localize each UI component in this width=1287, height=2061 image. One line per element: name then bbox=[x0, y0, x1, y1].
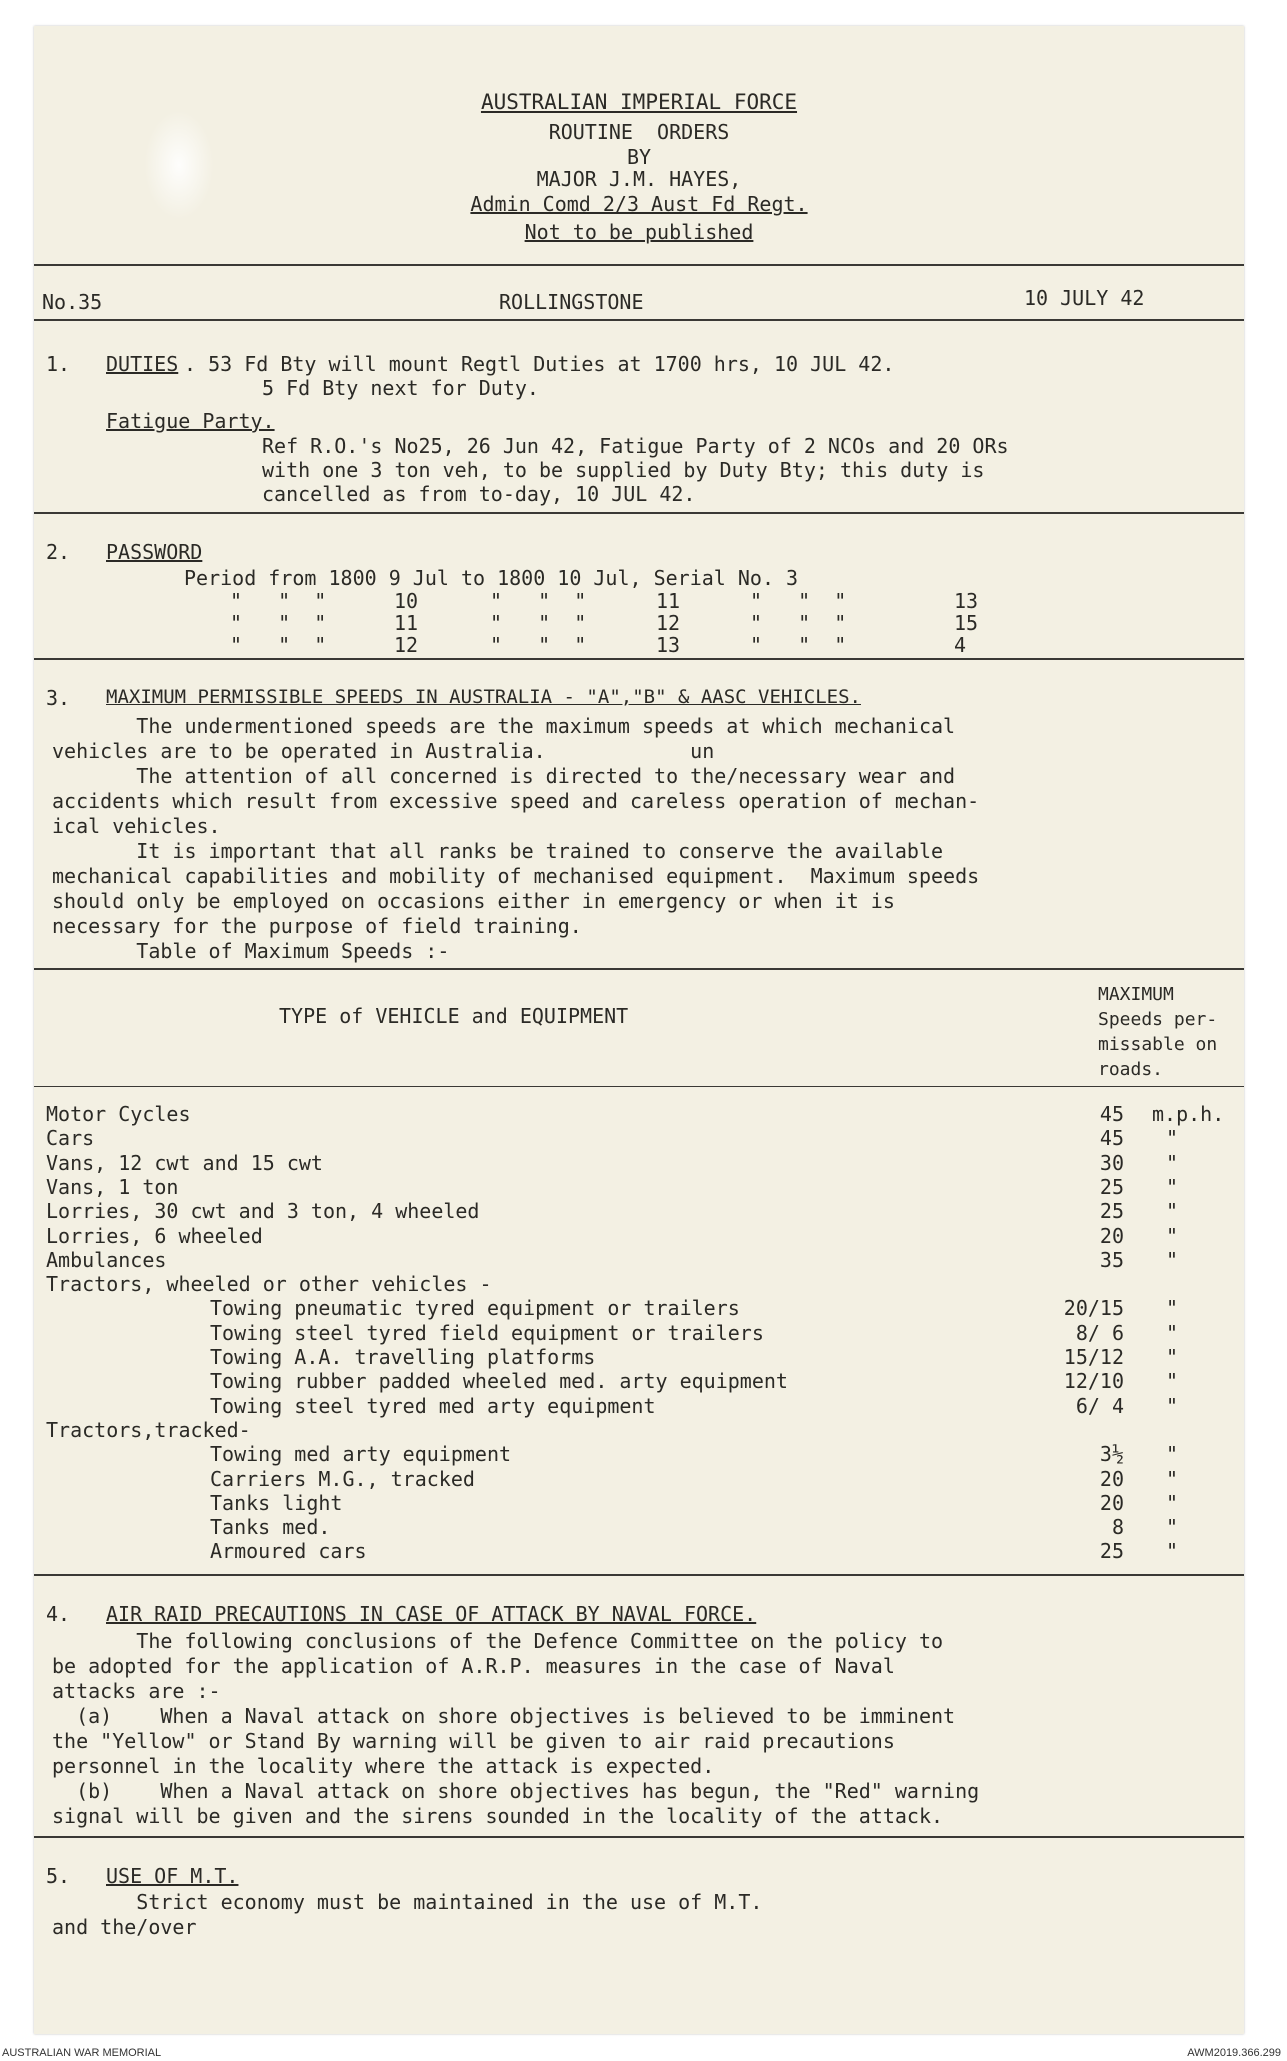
table-row bbox=[34, 1369, 1244, 1394]
table-row bbox=[34, 1394, 1244, 1419]
max-speed: 6/ 4 bbox=[1075, 1393, 1124, 1418]
max-speed: 25 bbox=[1099, 1539, 1124, 1564]
paragraph-line: mechanical capabilities and mobility of mechanised equipment. Maximum speeds bbox=[52, 864, 980, 888]
paragraph-line: ical vehicles. bbox=[52, 814, 221, 838]
speed-header-line: Speeds per- bbox=[1098, 1009, 1218, 1030]
fatigue-line: Ref R.O.'s No25, 26 Jun 42, Fatigue Party of 2 NCOs and 20 ORs bbox=[262, 434, 1009, 458]
table-row bbox=[34, 1224, 1244, 1249]
duties-line: . 53 Fd Bty will mount Regtl Duties at 1700 hrs, 10 JUL 42. bbox=[184, 352, 895, 376]
table-row bbox=[34, 1321, 1244, 1346]
table-row bbox=[34, 1442, 1244, 1467]
max-speed: 3½ bbox=[1099, 1442, 1124, 1467]
table-row bbox=[34, 1296, 1244, 1321]
rule bbox=[34, 1836, 1244, 1838]
paragraph-line: should only be employed on occasions either in emergency or when it is bbox=[52, 889, 895, 913]
ditto-mark: " bbox=[1166, 1320, 1179, 1345]
ditto-mark: " " " bbox=[230, 611, 327, 635]
section-number: 5. bbox=[46, 1864, 71, 1888]
rule bbox=[34, 1086, 1244, 1087]
ditto-mark: " bbox=[1166, 1515, 1179, 1540]
vehicle-type: Ambulances bbox=[46, 1247, 167, 1272]
table-row bbox=[34, 1491, 1244, 1516]
subsection-heading: Fatigue Party. bbox=[106, 409, 275, 433]
rule bbox=[34, 512, 1244, 514]
max-speed: 12/10 bbox=[1063, 1369, 1124, 1394]
fatigue-line: cancelled as from to-day, 10 JUL 42. bbox=[262, 482, 696, 506]
max-speed: 25 bbox=[1099, 1199, 1124, 1224]
vehicle-type: Towing steel tyred med arty equipment bbox=[210, 1393, 656, 1418]
header-officer: MAJOR J.M. HAYES, bbox=[536, 167, 742, 191]
speed-unit: m.p.h. bbox=[1152, 1102, 1225, 1126]
paragraph-line: accidents which result from excessive speed and careless operation of mechan- bbox=[52, 789, 980, 813]
rule bbox=[34, 658, 1244, 660]
ditto-mark: " " " bbox=[230, 589, 327, 613]
max-speed: 35 bbox=[1099, 1247, 1124, 1272]
vehicle-type: Lorries, 30 cwt and 3 ton, 4 wheeled bbox=[46, 1199, 480, 1224]
ditto-mark: " bbox=[1166, 1223, 1179, 1248]
document-page bbox=[34, 26, 1244, 2034]
section-heading: MAXIMUM PERMISSIBLE SPEEDS IN AUSTRALIA - "A","B" & AASC VEHICLES. bbox=[106, 686, 861, 708]
max-speed: 15/12 bbox=[1063, 1345, 1124, 1369]
paragraph-line: The undermentioned speeds are the maximum speeds at which mechanical bbox=[52, 714, 956, 738]
paragraph-line: the "Yellow" or Stand By warning will be given to air raid precautions bbox=[52, 1729, 895, 1753]
order-place: ROLLINGSTONE bbox=[499, 290, 644, 314]
table-row bbox=[34, 1126, 1244, 1151]
max-speed: 20 bbox=[1099, 1223, 1124, 1248]
paragraph-line: personnel in the locality where the attack is expected. bbox=[52, 1754, 715, 1778]
max-speed: 20 bbox=[1099, 1490, 1124, 1515]
section-number: 2. bbox=[46, 540, 71, 564]
footer-accession: AWM2019.366.299 bbox=[1187, 2047, 1281, 2059]
max-speed: 20/15 bbox=[1063, 1296, 1124, 1321]
password-from: 10 bbox=[394, 589, 419, 613]
paragraph-line: The attention of all concerned is directed to the/necessary wear and bbox=[52, 764, 956, 788]
order-number: No.35 bbox=[42, 290, 103, 314]
paragraph-line: necessary for the purpose of field training. bbox=[52, 914, 582, 938]
max-speed: 8/ 6 bbox=[1075, 1320, 1124, 1345]
ditto-mark: " bbox=[1166, 1490, 1179, 1515]
paragraph-line: vehicles are to be operated in Australia. un bbox=[52, 739, 715, 763]
password-to: 13 bbox=[656, 633, 681, 657]
paragraph-line: signal will be given and the sirens sounded in the locality of the attack. bbox=[52, 1804, 944, 1828]
max-speed: 45 bbox=[1099, 1126, 1124, 1151]
section-number: 1. bbox=[46, 352, 71, 376]
table-row bbox=[34, 1248, 1244, 1273]
fatigue-line: with one 3 ton veh, to be supplied by Duty Bty; this duty is bbox=[262, 458, 985, 482]
password-serial: 13 bbox=[954, 589, 979, 613]
speed-header-line: missable on bbox=[1098, 1034, 1218, 1055]
ditto-mark: " bbox=[1166, 1345, 1179, 1369]
vehicle-type: Tractors,tracked- bbox=[46, 1417, 251, 1442]
paragraph-line: Strict economy must be maintained in the use of M.T. bbox=[52, 1890, 763, 1914]
ditto-mark: " " " bbox=[490, 611, 587, 635]
vehicle-type: Towing A.A. travelling platforms bbox=[210, 1345, 596, 1369]
password-serial: 15 bbox=[954, 611, 979, 635]
paragraph-line: (a) When a Naval attack on shore objectives is believed to be imminent bbox=[52, 1704, 956, 1728]
vehicle-type: Armoured cars bbox=[210, 1539, 367, 1564]
max-speed: 8 bbox=[1111, 1515, 1124, 1540]
rule bbox=[34, 968, 1244, 970]
rule bbox=[34, 264, 1244, 266]
table-row bbox=[34, 1151, 1244, 1176]
header-title: ROUTINE ORDERS bbox=[548, 120, 730, 144]
vehicle-type: Carriers M.G., tracked bbox=[210, 1466, 475, 1491]
table-row bbox=[34, 1539, 1244, 1564]
header-appointment: Admin Comd 2/3 Aust Fd Regt. bbox=[470, 192, 808, 216]
ditto-mark: " " " bbox=[750, 611, 847, 635]
paragraph-line: The following conclusions of the Defence Committee on the policy to bbox=[52, 1629, 944, 1653]
paragraph-line: Table of Maximum Speeds :- bbox=[52, 939, 450, 963]
paragraph-line: attacks are :- bbox=[52, 1679, 221, 1703]
footer-credit: AUSTRALIAN WAR MEMORIAL bbox=[2, 2047, 162, 2059]
ditto-mark: " bbox=[1166, 1247, 1179, 1272]
vehicle-type: Towing pneumatic tyred equipment or trailers bbox=[210, 1296, 740, 1321]
speed-header-line: roads. bbox=[1098, 1059, 1164, 1080]
section-heading: AIR RAID PRECAUTIONS IN CASE OF ATTACK BY NAVAL FORCE. bbox=[106, 1602, 757, 1626]
table-header-vehicle: TYPE of VEHICLE and EQUIPMENT bbox=[279, 1004, 629, 1028]
table-row bbox=[34, 1515, 1244, 1540]
paragraph-line: and the/over bbox=[52, 1915, 197, 1939]
max-speed: 20 bbox=[1099, 1466, 1124, 1491]
section-heading: DUTIES bbox=[106, 352, 179, 376]
section-heading: USE OF M.T. bbox=[106, 1864, 239, 1888]
table-row bbox=[34, 1175, 1244, 1200]
max-speed: 30 bbox=[1099, 1150, 1124, 1175]
rule bbox=[34, 319, 1244, 321]
section-number: 4. bbox=[46, 1602, 71, 1626]
max-speed: 25 bbox=[1099, 1174, 1124, 1199]
max-speed: 45 bbox=[1099, 1102, 1124, 1126]
vehicle-type: Motor Cycles bbox=[46, 1102, 191, 1126]
vehicle-type: Tanks light bbox=[210, 1490, 343, 1515]
order-date: 10 JULY 42 bbox=[1024, 286, 1145, 310]
speed-header-line: MAXIMUM bbox=[1098, 984, 1174, 1005]
ditto-mark: " " " bbox=[490, 589, 587, 613]
duties-line: 5 Fd Bty next for Duty. bbox=[262, 376, 539, 400]
password-to: 12 bbox=[656, 611, 681, 635]
password-from: 11 bbox=[394, 611, 419, 635]
ditto-mark: " " " bbox=[750, 633, 847, 657]
password-from: 12 bbox=[394, 633, 419, 657]
vehicle-type: Tractors, wheeled or other vehicles - bbox=[46, 1272, 492, 1297]
header-org: AUSTRALIAN IMPERIAL FORCE bbox=[480, 90, 798, 114]
vehicle-type: Tanks med. bbox=[210, 1515, 331, 1540]
ditto-mark: " bbox=[1166, 1174, 1179, 1199]
paragraph-line: It is important that all ranks be trained to conserve the available bbox=[52, 839, 944, 863]
ditto-mark: " bbox=[1166, 1126, 1179, 1151]
ditto-mark: " bbox=[1166, 1296, 1179, 1321]
vehicle-type: Towing steel tyred field equipment or trailers bbox=[210, 1320, 764, 1345]
ditto-mark: " bbox=[1166, 1442, 1179, 1467]
ditto-mark: " bbox=[1166, 1150, 1179, 1175]
table-row bbox=[34, 1345, 1244, 1370]
header-restriction: Not to be published bbox=[524, 220, 754, 244]
ditto-mark: " " " bbox=[490, 633, 587, 657]
paragraph-line: be adopted for the application of A.R.P. measures in the case of Naval bbox=[52, 1654, 895, 1678]
table-row bbox=[34, 1102, 1244, 1127]
password-to: 11 bbox=[656, 589, 681, 613]
table-row bbox=[34, 1199, 1244, 1224]
ditto-mark: " " " bbox=[750, 589, 847, 613]
vehicle-type: Vans, 12 cwt and 15 cwt bbox=[46, 1150, 323, 1175]
vehicle-type: Towing rubber padded wheeled med. arty equipment bbox=[210, 1369, 788, 1394]
ditto-mark: " bbox=[1166, 1539, 1179, 1564]
section-number: 3. bbox=[46, 686, 71, 710]
ditto-mark: " " " bbox=[230, 633, 327, 657]
ditto-mark: " bbox=[1166, 1393, 1179, 1418]
rule bbox=[34, 1574, 1244, 1576]
vehicle-type: Lorries, 6 wheeled bbox=[46, 1223, 263, 1248]
table-row bbox=[34, 1418, 1244, 1443]
table-row bbox=[34, 1467, 1244, 1492]
vehicle-type: Cars bbox=[46, 1126, 95, 1151]
table-row bbox=[34, 1272, 1244, 1297]
ditto-mark: " bbox=[1166, 1466, 1179, 1491]
ditto-mark: " bbox=[1166, 1369, 1179, 1394]
vehicle-type: Towing med arty equipment bbox=[210, 1442, 512, 1467]
header-by: BY bbox=[626, 145, 652, 169]
paragraph-line: (b) When a Naval attack on shore objectives has begun, the "Red" warning bbox=[52, 1779, 980, 1803]
vehicle-type: Vans, 1 ton bbox=[46, 1174, 179, 1199]
password-line: Period from 1800 9 Jul to 1800 10 Jul, Serial No. 3 bbox=[184, 566, 799, 590]
ditto-mark: " bbox=[1166, 1199, 1179, 1224]
section-heading: PASSWORD bbox=[106, 540, 203, 564]
password-serial: 4 bbox=[954, 633, 967, 657]
